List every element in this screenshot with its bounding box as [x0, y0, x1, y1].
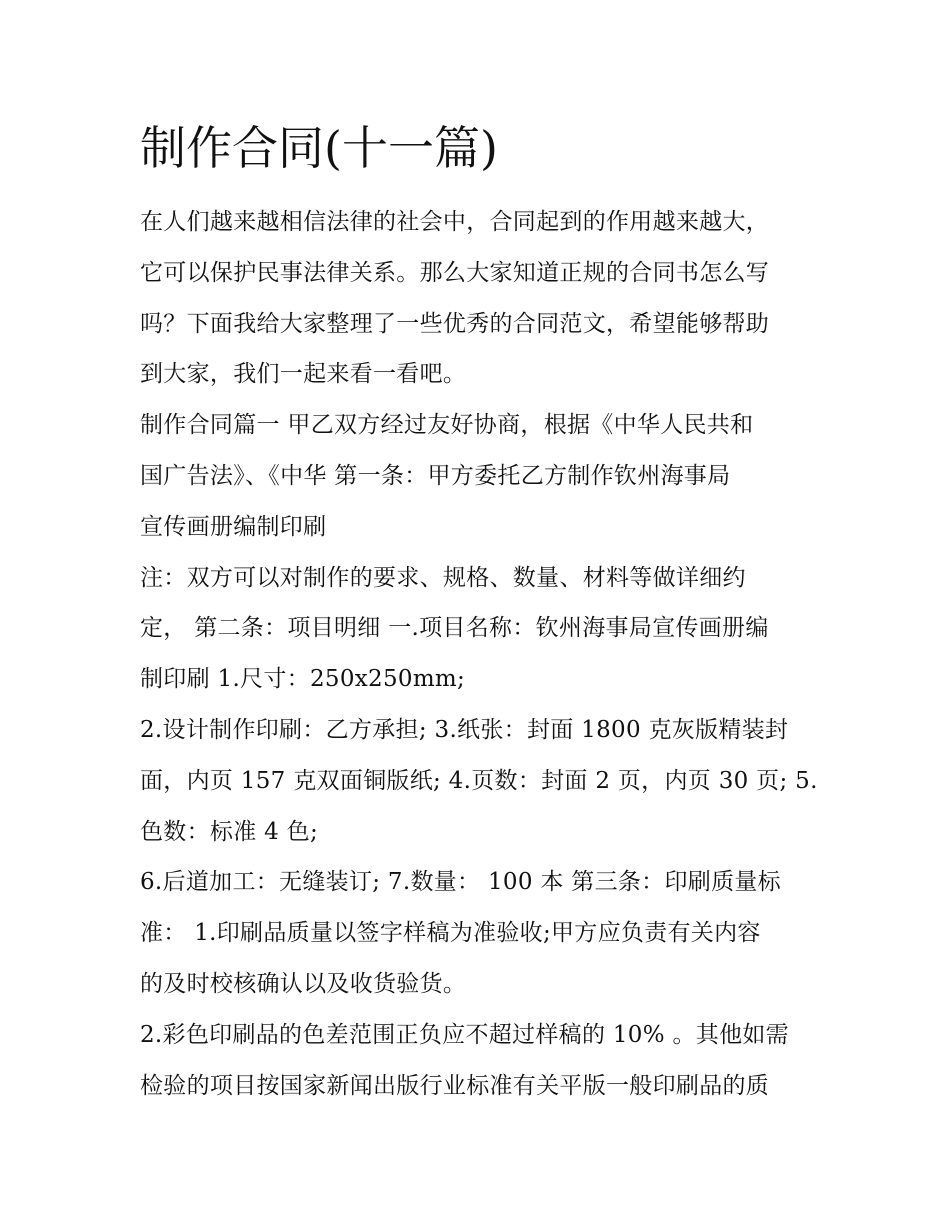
text-line: 定， 第二条：项目明细 一.项目名称：钦州海事局宣传画册编 [140, 615, 769, 642]
text-line: 2.设计制作印刷：乙方承担; 3.纸张：封面 1800 克灰版精装封 [140, 716, 789, 743]
document-title: 制作合同(十一篇) [140, 121, 498, 175]
text-line: 宣传画册编制印刷 [140, 513, 327, 540]
paragraph [140, 553, 820, 705]
paragraph [140, 197, 820, 400]
paragraph [140, 705, 820, 857]
text-line: 在人们越来越相信法律的社会中，合同起到的作用越来越大， [140, 209, 770, 235]
text-line: 注：双方可以对制作的要求、规格、数量、材料等做详细约 [140, 564, 746, 591]
text-line: 6.后道加工：无缝装订; 7.数量： 100 本 第三条：印刷质量标 [140, 869, 781, 896]
text-line: 的及时校核确认以及收货验货。 [140, 970, 467, 997]
text-line: 色数：标准 4 色; [140, 818, 319, 845]
text-line: 面，内页 157 克双面铜版纸; 4.页数：封面 2 页，内页 30 页; 5. [140, 767, 818, 794]
text-line: 制印刷 1.尺寸：250x250mm; [140, 666, 466, 693]
text-line: 制作合同篇一 甲乙双方经过友好协商，根据《中华人民共和 [140, 412, 754, 439]
document-body [140, 197, 820, 1111]
paragraph [140, 1010, 820, 1112]
text-line: 准： 1.印刷品质量以签字样稿为准验收;甲方应负责有关内容 [140, 920, 761, 947]
text-line: 吗？下面我给大家整理了一些优秀的合同范文，希望能够帮助 [140, 310, 770, 337]
paragraph [140, 400, 820, 552]
text-line: 到大家，我们一起来看一看吧。 [140, 361, 467, 388]
text-line: 国广告法》、《中华 第一条：甲方委托乙方制作钦州海事局 [140, 462, 731, 489]
text-line: 它可以保护民事法律关系。那么大家知道正规的合同书怎么写 [140, 259, 770, 286]
paragraph [140, 857, 820, 1009]
text-line: 2.彩色印刷品的色差范围正负应不超过样稿的 10% 。其他如需 [140, 1021, 789, 1048]
text-line: 检验的项目按国家新闻出版行业标准有关平版一般印刷品的质 [140, 1072, 770, 1099]
